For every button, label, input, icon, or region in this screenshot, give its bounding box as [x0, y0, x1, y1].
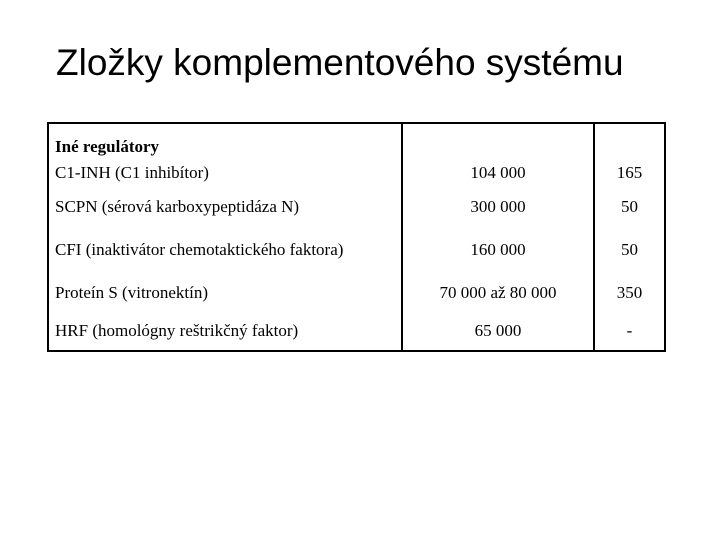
protein-name-cell: C1-INH (C1 inhibítor)	[49, 157, 402, 189]
table-row	[49, 189, 664, 225]
molecular-weight-cell: 160 000	[402, 225, 594, 275]
header-empty-cell	[594, 124, 664, 157]
table-row	[49, 275, 664, 311]
molecular-weight-cell: 300 000	[402, 189, 594, 225]
concentration-cell: 50	[621, 240, 638, 259]
molecular-weight-cell: 70 000 až 80 000	[402, 275, 594, 311]
protein-name-cell: SCPN (sérová karboxypeptidáza N)	[49, 189, 402, 225]
table-row	[49, 225, 664, 275]
regulators-table	[47, 122, 666, 352]
table-row	[49, 157, 664, 189]
concentration-cell: 50	[621, 197, 638, 216]
table-header-row	[49, 124, 664, 157]
molecular-weight-cell: 104 000	[402, 157, 594, 189]
regulators-table-grid	[49, 124, 664, 350]
slide-title: Zložky komplementového systému	[56, 42, 624, 83]
protein-name-cell: CFI (inaktivátor chemotaktického faktora)	[49, 225, 402, 275]
group-header-cell: Iné regulátory	[49, 124, 402, 157]
concentration-cell: -	[626, 320, 633, 340]
protein-name-cell: Proteín S (vitronektín)	[49, 275, 402, 311]
concentration-cell: 350	[616, 283, 643, 302]
molecular-weight-cell: 65 000	[402, 311, 594, 350]
header-empty-cell	[402, 124, 594, 157]
concentration-cell: 165	[616, 163, 643, 182]
table-row	[49, 311, 664, 350]
protein-name-cell: HRF (homológny reštrikčný faktor)	[49, 311, 402, 350]
